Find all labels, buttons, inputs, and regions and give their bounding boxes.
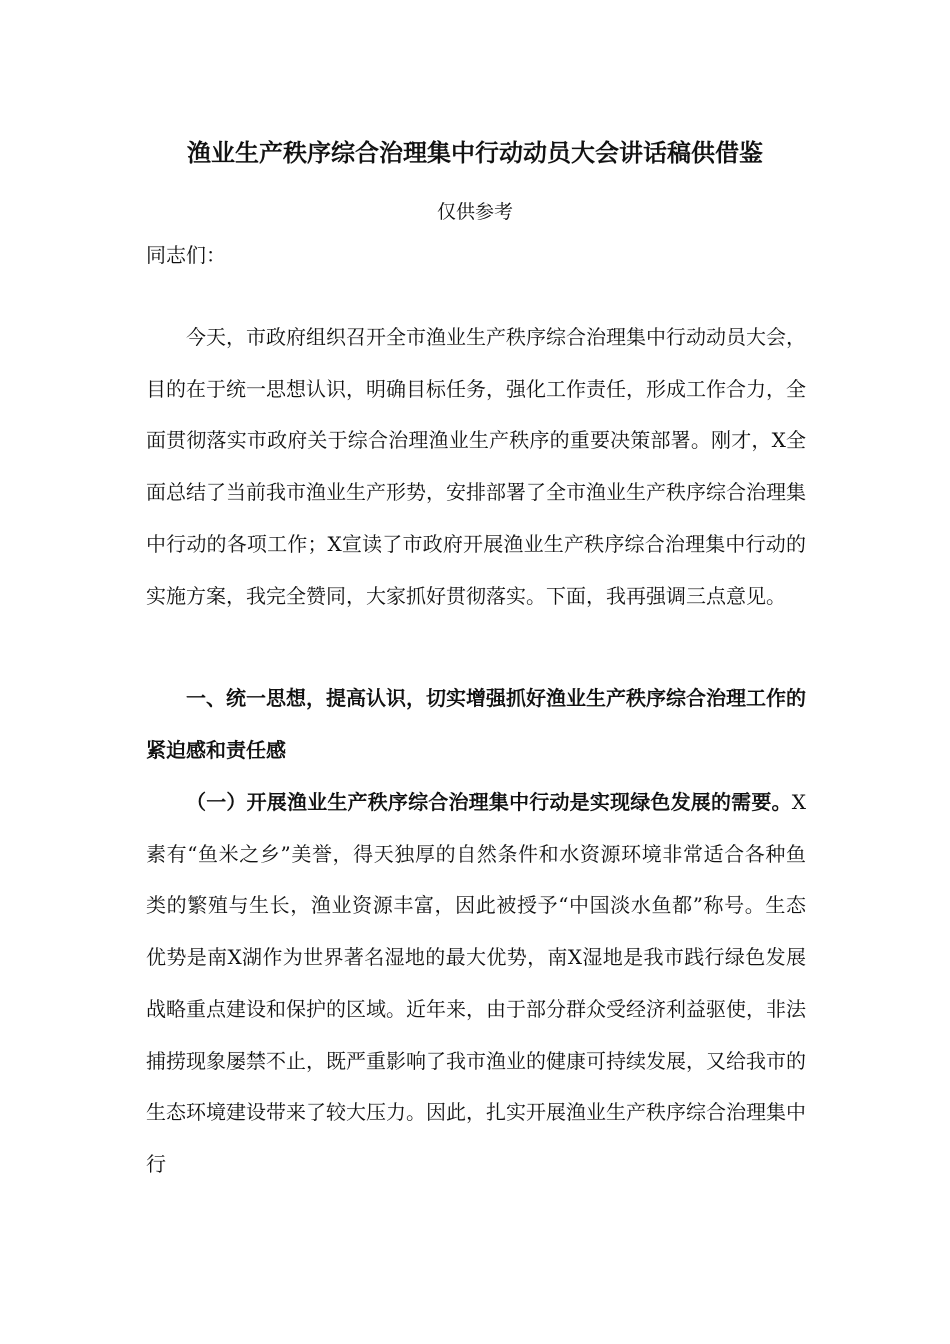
salutation: 同志们：	[146, 243, 226, 267]
paragraph-intro: 今天，市政府组织召开全市渔业生产秩序综合治理集中行动动员大会，目的在于统一思想认识，明确目标任务，强化工作责任，形成工作合力，全面贯彻落实市政府关于综合治理渔业生产秩序的重要决策部署。刚才，X全面总结了当前我市渔业生产形势，安排部署了全市渔业生产秩序综合治理集中行动的各项工作；X宣读了市政府开展渔业生产秩序综合治理集中行动的实施方案，我完全赞同，大家抓好贯彻落实。下面，我再强调三点意见。	[146, 325, 806, 608]
document-subtitle: 仅供参考	[436, 201, 513, 223]
subsection-lead: （一）开展渔业生产秩序综合治理集中行动是实现绿色发展的需要。	[186, 790, 792, 814]
section-heading-1: 一、统一思想，提高认识，切实增强抓好渔业生产秩序综合治理工作的紧迫感和责任感	[146, 686, 806, 762]
document-title: 渔业生产秩序综合治理集中行动动员大会讲话稿供借鉴	[187, 138, 763, 167]
subsection-body: X素有“鱼米之乡”美誉，得天独厚的自然条件和水资源环境非常适合各种鱼类的繁殖与生长，渔业资源丰富，因此被授予“中国淡水鱼都”称号。生态优势是南X湖作为世界著名湿地的最大优势，南X湿地是我市践行绿色发展战略重点建设和保护的区域。近年来，由于部分群众受经济利益驱使，非法捕捞现象屡禁不止，既严重影响了我市渔业的健康可持续发展，又给我市的生态环境建设带来了较大压力。因此，扎实开展渔业生产秩序综合治理集中行	[146, 790, 806, 1176]
paragraph-subsection-1	[146, 777, 806, 1191]
